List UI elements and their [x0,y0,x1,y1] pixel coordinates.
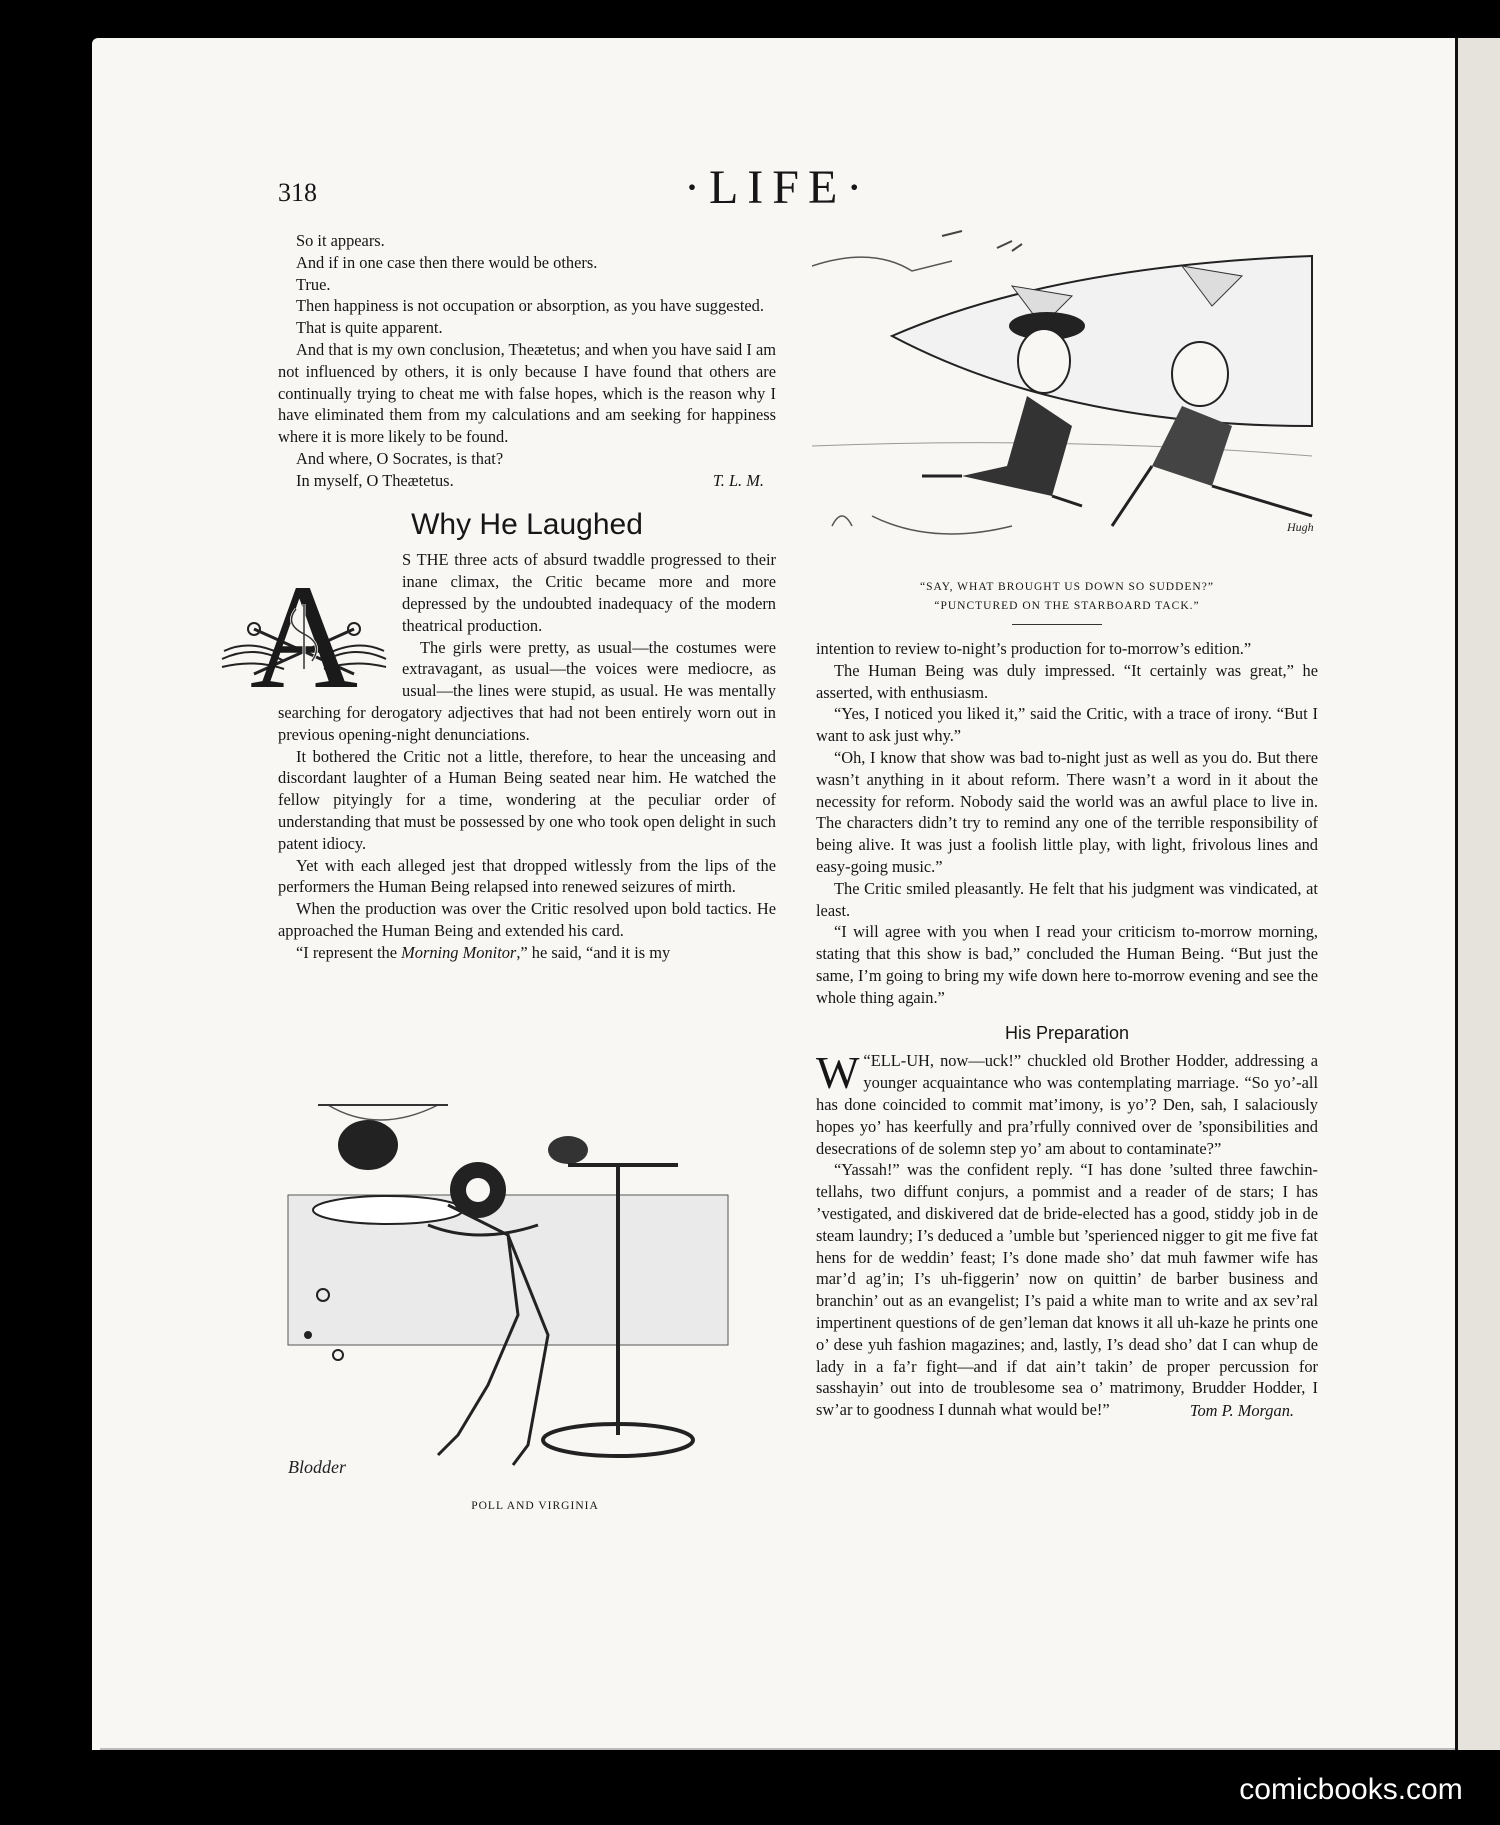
masthead-title: ·LIFE· [684,161,872,214]
right-column [816,638,1318,1422]
article-paragraph: It bothered the Critic not a little, therefore, to hear the unceasing and discordant laughter of a Human Being seated near him. He watched the fellow pityingly for a time, wondering at the peculiar order of understanding that must be possessed by one who took open delight in such patent idiocy. [278,746,776,853]
article-paragraph: The Critic smiled pleasantly. He felt that his judgment was vindicated, at least. [816,878,1318,920]
article-paragraph: Yet with each alleged jest that dropped witlessly from the lips of the performers the Human Being relapsed into renewed seizures of mirth. [278,855,776,897]
caption-rule [1012,624,1102,625]
article-paragraph: “Oh, I know that show was bad to-night just as well as you do. But there wasn’t anything in it about reform. There wasn’t a word in it about the necessity for reform. Nobody said the world was an awful place to live in. The characters didn’t try to remind any one of the terrible responsibility of being alive. It was just a foolish little play, with light, frivolous lines and easy-going music.” [816,747,1318,876]
dialogue-line: And that is my own conclusion, Theætetus; and when you have said I am not influenced by others, it is only because I have found that others are continually trying to cheat me with false hopes, which is the reason why I have eliminated them from my calculations and am seeking for happiness where it is more likely to be found. [278,339,776,447]
ornamental-drop-cap [214,549,394,699]
top-cartoon-caption [812,578,1322,616]
article-paragraph: The girls were pretty, as usual—the costumes were extravagant, as usual—the voices were mediocre, as usual—the lines were stupid, as usual. He was mentally searching for derogatory adjectives that had not been entirely worn out in previous opening-night denunciations. [278,637,776,744]
page-edge [100,1748,1462,1750]
drop-cap-letter: A [249,554,359,700]
dialogue-closing [278,470,776,492]
next-page-edge [1455,38,1500,1750]
dialogue-line: And where, O Socrates, is that? [296,448,504,468]
dialogue-line: So it appears. [296,231,385,250]
dialogue-signature: T. L. M. [712,470,764,490]
dialogue-line: True. [296,274,331,294]
caption-line: “SAY, WHAT BROUGHT US DOWN SO SUDDEN?” [920,581,1214,593]
dialogue-line: That is quite apparent. [296,318,443,338]
dialogue-line: Then happiness is not occupation or absorption, as you have suggested. [296,296,764,316]
author-credit: Tom P. Morgan. [1189,1400,1294,1420]
preparation-paragraph: “Yassah!” was the confident reply. “I has done ’sulted three fawchin-tellahs, two diffunt conjurs, a pommist and a reader of de stars; I has ’vestigated, and diskivered dat de bride-elected has a good, stiddy job in de steam laundry; I’s deduced a ’umble but ’sperienced nigger to git me five fat hens for de weddin’ feast; I’s done made sho’ dat muh fawmer wife has mar’d ag’in; I’s uh-figgerin’ now on quittin’ de barber business and branchin’ out as an evangelist; I’s paid a white man to write and ax sev’ral impertinent questions of de gen’leman dat knows it all uh-kaze he prints one o’ dese yuh fashion magazines; and, lastly, I’s dead sho’ dat I can whup de lady in a fa’r fight—and if dat ain’t takin’ de proper percussion for sasshayin’ out into de troublesome sea o’ matrimony, Brudder Hodder, I sw’ar to goodness I dunnah what would be!” [816,1160,1318,1420]
watermark-label: comicbooks.com [1210,1766,1492,1814]
dialogue-last-line: In myself, O Theætetus. [296,470,454,490]
poll-and-virginia-cartoon [278,1095,778,1490]
article-paragraph: The Human Being was duly impressed. “It certainly was great,” he asserted, with enthusiasm. [816,660,1318,702]
article-paragraph: “I represent the Morning Monitor,” he said, “and it is my [296,942,671,962]
preparation-paragraph: “ W ELL-UH, now—uck!” chuckled old Brother Hodder, addressing a younger acquaintance who was contemplating marriage. “So yo’-all has done coincided to commit mat’imony, is yo’? Den, sah, I salaciously hopes yo’ has keerfully and pra’rfully connived over de ’sponsibilities and desecrations of de solemn step yo’ am about to contaminate?” [816,1047,1318,1158]
left-column [249,230,776,964]
article-paragraph: “I will agree with you when I read your criticism to-morrow morning, stating that this show is bad,” concluded the Human Being. “But just the same, I’m going to bring my wife down here to-morrow evening and see the whole thing again.” [816,922,1318,1007]
article-continuation: intention to review to-night’s production for to-morrow’s edition.” [816,639,1252,658]
article-paragraph: “Yes, I noticed you liked it,” said the Critic, with a trace of irony. “But I want to ask just why.” [816,704,1318,746]
article-paragraph: S THE three acts of absurd twaddle progressed to their inane climax, the Critic became more and more depressed by the undoubted inadequacy of the modern theatrical production. [402,550,776,635]
artist-signature: Blodder [288,1457,346,1477]
page-number: 318 [278,178,317,207]
drop-cap-w: W [816,1047,860,1099]
dialogue-line: And if in one case then there would be others. [296,252,598,272]
article-title: Why He Laughed [411,507,643,541]
bottom-cartoon-caption: POLL AND VIRGINIA [471,1500,599,1512]
top-artist-signature: Hugh [1287,520,1314,534]
newspaper-name: Morning Monitor [401,942,517,962]
caption-line: “PUNCTURED ON THE STARBOARD TACK.” [934,600,1200,612]
article-paragraph: When the production was over the Critic resolved upon bold tactics. He approached the Human Being and extended his card. [278,899,776,940]
section-title: His Preparation [1004,1022,1130,1043]
balloon-cartoon [812,226,1322,566]
